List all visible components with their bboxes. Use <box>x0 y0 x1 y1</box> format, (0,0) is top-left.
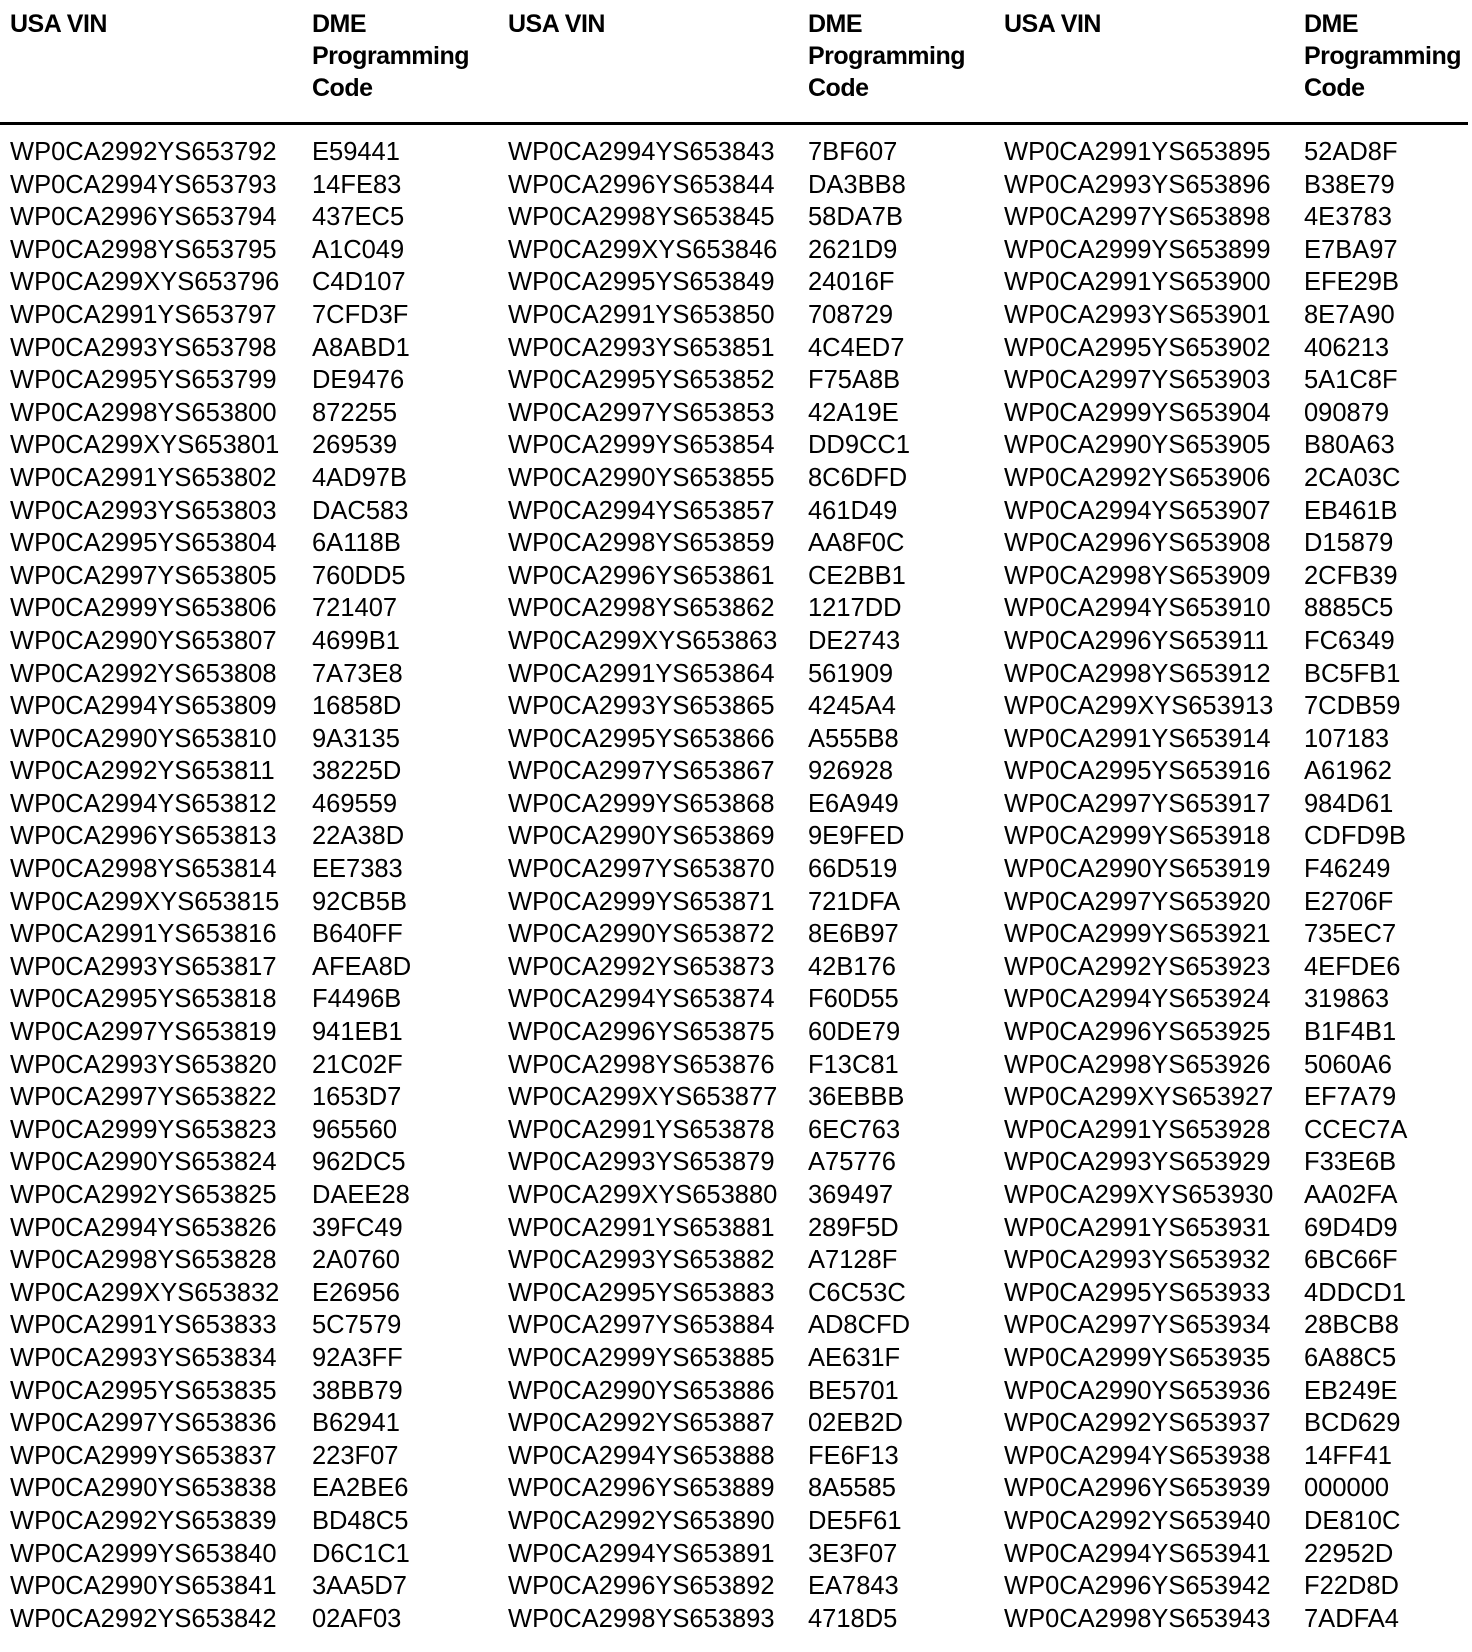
vin-cell: WP0CA2996YS653911 <box>1004 626 1269 655</box>
vin-cell: WP0CA299XYS653846 <box>508 235 778 264</box>
dme-code-cell: B640FF <box>312 920 403 949</box>
dme-code-cell: 6EC763 <box>808 1115 901 1144</box>
vin-cell: WP0CA299XYS653927 <box>1004 1083 1274 1112</box>
dme-code-cell: A61962 <box>1304 757 1392 786</box>
dme-code-cell: 708729 <box>808 300 894 329</box>
dme-code-cell: 3AA5D7 <box>312 1572 407 1601</box>
vin-cell: WP0CA2999YS653854 <box>508 431 775 460</box>
dme-code-cell: AA8F0C <box>808 529 905 558</box>
dme-code-cell: 461D49 <box>808 496 898 525</box>
dme-code-cell: DE5F61 <box>808 1506 902 1535</box>
dme-code-cell: F75A8B <box>808 366 901 395</box>
dme-code-cell: 735EC7 <box>1304 920 1397 949</box>
vin-cell: WP0CA2996YS653794 <box>10 203 277 232</box>
vin-cell: WP0CA2992YS653839 <box>10 1506 277 1535</box>
dme-code-cell: 9A3135 <box>312 724 400 753</box>
dme-code-cell: 926928 <box>808 757 894 786</box>
vin-cell: WP0CA2990YS653824 <box>10 1148 277 1177</box>
dme-code-cell: A1C049 <box>312 235 405 264</box>
dme-code-cell: 92A3FF <box>312 1343 403 1372</box>
dme-code-cell: CCEC7A <box>1304 1115 1408 1144</box>
dme-code-cell: EA2BE6 <box>312 1474 409 1503</box>
dme-code-cell: FE6F13 <box>808 1441 899 1470</box>
dme-code-cell: 58DA7B <box>808 203 903 232</box>
dme-code-cell: 22A38D <box>312 822 405 851</box>
vin-cell: WP0CA2996YS653861 <box>508 561 775 590</box>
vin-cell: WP0CA299XYS653796 <box>10 268 280 297</box>
dme-code-cell: EA7843 <box>808 1572 899 1601</box>
vin-cell: WP0CA2998YS653800 <box>10 398 277 427</box>
dme-code-cell: 223F07 <box>312 1441 399 1470</box>
dme-code-cell: 2621D9 <box>808 235 898 264</box>
dme-code-cell: DAEE28 <box>312 1181 410 1209</box>
dme-code-cell: 269539 <box>312 431 398 460</box>
vin-cell: WP0CA2991YS653864 <box>508 659 775 688</box>
vin-cell: WP0CA2995YS653866 <box>508 724 775 753</box>
header-dme-code-3: DME Programming Code <box>1304 10 1462 102</box>
dme-code-cell: 984D61 <box>1304 789 1394 818</box>
dme-code-cell: 02AF03 <box>312 1604 402 1633</box>
vin-cell: WP0CA2997YS653898 <box>1004 203 1271 232</box>
dme-code-cell: 4E3783 <box>1304 203 1392 232</box>
dme-code-cell: DE2743 <box>808 626 901 655</box>
vin-cell: WP0CA299XYS653930 <box>1004 1181 1274 1209</box>
vin-cell: WP0CA2991YS653895 <box>1004 138 1271 166</box>
dme-code-cell: 1653D7 <box>312 1083 402 1112</box>
vin-cell: WP0CA2992YS653825 <box>10 1181 277 1209</box>
vin-cell: WP0CA2995YS653799 <box>10 366 277 395</box>
vin-cell: WP0CA2995YS653902 <box>1004 333 1271 362</box>
vin-cell: WP0CA2994YS653812 <box>10 789 277 818</box>
vin-cell: WP0CA2996YS653875 <box>508 1018 775 1047</box>
vin-cell: WP0CA2993YS653879 <box>508 1148 775 1177</box>
vin-cell: WP0CA2999YS653885 <box>508 1343 775 1372</box>
dme-code-cell: 7CDB59 <box>1304 692 1401 721</box>
dme-code-cell: 721407 <box>312 594 398 623</box>
dme-code-cell: 4AD97B <box>312 463 407 492</box>
vin-cell: WP0CA299XYS653815 <box>10 887 280 916</box>
dme-code-cell: 760DD5 <box>312 561 406 590</box>
vin-cell: WP0CA2998YS653814 <box>10 855 277 884</box>
dme-code-cell: B38E79 <box>1304 170 1395 199</box>
dme-code-cell: 5A1C8F <box>1304 366 1398 395</box>
vin-cell: WP0CA2994YS653809 <box>10 692 277 721</box>
vin-cell: WP0CA2997YS653805 <box>10 561 277 590</box>
dme-code-cell: DD9CC1 <box>808 431 911 460</box>
vin-cell: WP0CA2993YS653901 <box>1004 300 1271 329</box>
vin-cell: WP0CA2997YS653867 <box>508 757 775 786</box>
dme-code-cell: 8885C5 <box>1304 594 1394 623</box>
vin-cell: WP0CA2996YS653844 <box>508 170 775 199</box>
header-usa-vin-2: USA VIN <box>508 10 605 38</box>
vin-cell: WP0CA2999YS653868 <box>508 789 775 818</box>
vin-cell: WP0CA2995YS653852 <box>508 366 775 395</box>
dme-code-cell: 7ADFA4 <box>1304 1604 1399 1633</box>
dme-code-cell: AFEA8D <box>312 952 412 981</box>
dme-code-cell: 8E6B97 <box>808 920 899 949</box>
vin-cell: WP0CA2998YS653828 <box>10 1246 277 1275</box>
dme-code-cell: 319863 <box>1304 985 1390 1014</box>
vin-cell: WP0CA2993YS653834 <box>10 1343 277 1372</box>
dme-code-cell: A75776 <box>808 1148 896 1177</box>
vin-cell: WP0CA2993YS653932 <box>1004 1246 1271 1275</box>
vin-cell: WP0CA2996YS653813 <box>10 822 277 851</box>
vin-cell: WP0CA2994YS653843 <box>508 138 775 166</box>
vin-cell: WP0CA2995YS653835 <box>10 1376 277 1405</box>
vin-cell: WP0CA2994YS653938 <box>1004 1441 1271 1470</box>
dme-code-cell: 02EB2D <box>808 1409 903 1438</box>
dme-code-cell: 3E3F07 <box>808 1539 898 1568</box>
vin-cell: WP0CA2998YS653893 <box>508 1604 775 1633</box>
dme-code-cell: 962DC5 <box>312 1148 406 1177</box>
vin-cell: WP0CA2994YS653907 <box>1004 496 1271 525</box>
dme-code-cell: C4D107 <box>312 268 406 297</box>
vin-cell: WP0CA2994YS653874 <box>508 985 775 1014</box>
vin-cell: WP0CA2990YS653936 <box>1004 1376 1271 1405</box>
vin-cell: WP0CA2992YS653842 <box>10 1604 277 1633</box>
dme-code-cell: AA02FA <box>1304 1181 1398 1209</box>
vin-cell: WP0CA2991YS653878 <box>508 1115 775 1144</box>
vin-cell: WP0CA2996YS653939 <box>1004 1474 1271 1503</box>
header-usa-vin-1: USA VIN <box>10 10 107 38</box>
dme-code-cell: 1217DD <box>808 594 902 623</box>
dme-code-cell: EFE29B <box>1304 268 1399 297</box>
dme-code-cell: 8C6DFD <box>808 463 908 492</box>
dme-code-cell: F13C81 <box>808 1050 899 1079</box>
vin-cell: WP0CA2996YS653908 <box>1004 529 1271 558</box>
dme-code-cell: AD8CFD <box>808 1311 911 1340</box>
dme-code-cell: BE5701 <box>808 1376 899 1405</box>
dme-code-cell: DE9476 <box>312 366 405 395</box>
vin-cell: WP0CA2991YS653797 <box>10 300 277 329</box>
dme-code-cell: 5060A6 <box>1304 1050 1392 1079</box>
dme-code-cell: 6BC66F <box>1304 1246 1398 1275</box>
vin-cell: WP0CA2990YS653810 <box>10 724 277 753</box>
dme-code-cell: EB461B <box>1304 496 1398 525</box>
vin-cell: WP0CA2998YS653862 <box>508 594 775 623</box>
vin-cell: WP0CA2993YS653851 <box>508 333 775 362</box>
vin-cell: WP0CA2999YS653840 <box>10 1539 277 1568</box>
vin-cell: WP0CA2994YS653826 <box>10 1213 277 1242</box>
dme-code-cell: F60D55 <box>808 985 899 1014</box>
dme-code-cell: BC5FB1 <box>1304 659 1401 688</box>
dme-code-cell: 60DE79 <box>808 1018 901 1047</box>
vin-cell: WP0CA2992YS653937 <box>1004 1409 1271 1438</box>
dme-code-cell: B1F4B1 <box>1304 1018 1397 1047</box>
dme-code-cell: EE7383 <box>312 855 403 884</box>
vin-cell: WP0CA2993YS653896 <box>1004 170 1271 199</box>
dme-code-cell: D15879 <box>1304 529 1394 558</box>
vin-cell: WP0CA2993YS653820 <box>10 1050 277 1079</box>
vin-cell: WP0CA299XYS653877 <box>508 1083 778 1112</box>
dme-code-cell: 4DDCD1 <box>1304 1278 1407 1307</box>
dme-code-cell: AE631F <box>808 1343 901 1372</box>
vin-cell: WP0CA2992YS653906 <box>1004 463 1271 492</box>
dme-code-cell: 7A73E8 <box>312 659 403 688</box>
vin-cell: WP0CA2994YS653891 <box>508 1539 775 1568</box>
vin-cell: WP0CA2990YS653838 <box>10 1474 277 1503</box>
dme-code-cell: 2CFB39 <box>1304 561 1398 590</box>
vin-cell: WP0CA2992YS653792 <box>10 138 277 166</box>
dme-code-cell: 22952D <box>1304 1539 1394 1568</box>
dme-code-cell: EF7A79 <box>1304 1083 1397 1112</box>
dme-code-cell: 39FC49 <box>312 1213 403 1242</box>
vin-cell: WP0CA2995YS653849 <box>508 268 775 297</box>
dme-code-cell: 872255 <box>312 398 398 427</box>
dme-code-cell: CDFD9B <box>1304 822 1407 851</box>
dme-code-cell: F33E6B <box>1304 1148 1397 1177</box>
dme-code-cell: 7BF607 <box>808 138 898 166</box>
vin-cell: WP0CA2994YS653793 <box>10 170 277 199</box>
dme-code-cell: 369497 <box>808 1181 894 1209</box>
dme-code-cell: 941EB1 <box>312 1018 403 1047</box>
dme-code-cell: 38BB79 <box>312 1376 403 1405</box>
vin-cell: WP0CA2997YS653819 <box>10 1018 277 1047</box>
dme-code-cell: 469559 <box>312 789 398 818</box>
vin-cell: WP0CA299XYS653801 <box>10 431 280 460</box>
vin-cell: WP0CA2998YS653926 <box>1004 1050 1271 1079</box>
dme-code-cell: 5C7579 <box>312 1311 402 1340</box>
vin-cell: WP0CA299XYS653880 <box>508 1181 778 1209</box>
header-divider <box>0 122 1468 125</box>
dme-code-cell: 66D519 <box>808 855 898 884</box>
vin-cell: WP0CA2995YS653933 <box>1004 1278 1271 1307</box>
vin-cell: WP0CA2991YS653802 <box>10 463 277 492</box>
vin-cell: WP0CA2991YS653914 <box>1004 724 1271 753</box>
vin-cell: WP0CA2997YS653822 <box>10 1083 277 1112</box>
vin-cell: WP0CA2991YS653928 <box>1004 1115 1271 1144</box>
dme-code-cell: 2CA03C <box>1304 463 1401 492</box>
vin-cell: WP0CA2997YS653870 <box>508 855 775 884</box>
dme-code-cell: BCD629 <box>1304 1409 1401 1438</box>
vin-cell: WP0CA2991YS653850 <box>508 300 775 329</box>
vin-cell: WP0CA2999YS653935 <box>1004 1343 1271 1372</box>
vin-cell: WP0CA2999YS653904 <box>1004 398 1271 427</box>
vin-cell: WP0CA2996YS653925 <box>1004 1018 1271 1047</box>
dme-code-cell: 28BCB8 <box>1304 1311 1399 1340</box>
vin-cell: WP0CA2991YS653816 <box>10 920 277 949</box>
vin-cell: WP0CA2998YS653912 <box>1004 659 1271 688</box>
vin-cell: WP0CA2992YS653940 <box>1004 1506 1271 1535</box>
dme-code-cell: 24016F <box>808 268 895 297</box>
vin-cell: WP0CA2993YS653803 <box>10 496 277 525</box>
vin-cell: WP0CA2998YS653845 <box>508 203 775 232</box>
vin-cell: WP0CA2990YS653886 <box>508 1376 775 1405</box>
dme-code-cell: 289F5D <box>808 1213 899 1242</box>
dme-code-cell: 4EFDE6 <box>1304 952 1401 981</box>
vin-cell: WP0CA2993YS653929 <box>1004 1148 1271 1177</box>
dme-code-cell: 8A5585 <box>808 1474 896 1503</box>
dme-code-cell: E6A949 <box>808 789 899 818</box>
vin-cell: WP0CA2993YS653798 <box>10 333 277 362</box>
dme-code-cell: 52AD8F <box>1304 138 1398 166</box>
vin-cell: WP0CA2992YS653887 <box>508 1409 775 1438</box>
dme-code-cell: A7128F <box>808 1246 898 1275</box>
dme-code-cell: 42A19E <box>808 398 899 427</box>
vin-cell: WP0CA2993YS653817 <box>10 952 277 981</box>
vin-cell: WP0CA2997YS653836 <box>10 1409 277 1438</box>
vin-cell: WP0CA2992YS653873 <box>508 952 775 981</box>
vin-cell: WP0CA2990YS653841 <box>10 1572 277 1601</box>
vin-cell: WP0CA2995YS653916 <box>1004 757 1271 786</box>
dme-code-cell: B80A63 <box>1304 431 1395 460</box>
vin-cell: WP0CA2993YS653865 <box>508 692 775 721</box>
dme-code-cell: E59441 <box>312 138 400 166</box>
vin-cell: WP0CA2998YS653909 <box>1004 561 1271 590</box>
vin-cell: WP0CA2999YS653806 <box>10 594 277 623</box>
vin-cell: WP0CA2997YS653853 <box>508 398 775 427</box>
dme-code-cell: 6A88C5 <box>1304 1343 1397 1372</box>
vin-cell: WP0CA299XYS653863 <box>508 626 778 655</box>
dme-code-cell: 4C4ED7 <box>808 333 905 362</box>
vin-cell: WP0CA2999YS653921 <box>1004 920 1271 949</box>
dme-code-cell: 36EBBB <box>808 1083 905 1112</box>
vin-cell: WP0CA2998YS653795 <box>10 235 277 264</box>
vin-cell: WP0CA2997YS653917 <box>1004 789 1271 818</box>
vin-cell: WP0CA2993YS653882 <box>508 1246 775 1275</box>
vin-cell: WP0CA2996YS653942 <box>1004 1572 1271 1601</box>
dme-code-cell: 14FF41 <box>1304 1441 1392 1470</box>
vin-cell: WP0CA2994YS653941 <box>1004 1539 1271 1568</box>
vin-cell: WP0CA2990YS653807 <box>10 626 277 655</box>
dme-code-cell: CE2BB1 <box>808 561 906 590</box>
vin-cell: WP0CA2999YS653871 <box>508 887 775 916</box>
dme-code-cell: 14FE83 <box>312 170 402 199</box>
dme-code-cell: 4699B1 <box>312 626 400 655</box>
dme-code-cell: 561909 <box>808 659 894 688</box>
dme-code-cell: 21C02F <box>312 1050 403 1079</box>
vin-cell: WP0CA2994YS653924 <box>1004 985 1271 1014</box>
vin-cell: WP0CA2990YS653855 <box>508 463 775 492</box>
dme-code-cell: E2706F <box>1304 887 1394 916</box>
dme-code-cell: 38225D <box>312 757 402 786</box>
vin-cell: WP0CA2992YS653890 <box>508 1506 775 1535</box>
dme-code-cell: 721DFA <box>808 887 901 916</box>
header-usa-vin-3: USA VIN <box>1004 10 1101 38</box>
dme-code-cell: 9E9FED <box>808 822 905 851</box>
vin-cell: WP0CA2999YS653823 <box>10 1115 277 1144</box>
vin-cell: WP0CA2994YS653888 <box>508 1441 775 1470</box>
header-dme-code-1: DME Programming Code <box>312 10 470 102</box>
dme-code-cell: B62941 <box>312 1409 400 1438</box>
vin-cell: WP0CA2997YS653934 <box>1004 1311 1271 1340</box>
dme-code-cell: FC6349 <box>1304 626 1395 655</box>
dme-code-cell: C6C53C <box>808 1278 906 1307</box>
dme-code-cell: D6C1C1 <box>312 1539 410 1568</box>
vin-cell: WP0CA2995YS653804 <box>10 529 277 558</box>
dme-code-cell: 406213 <box>1304 333 1390 362</box>
dme-code-cell: 8E7A90 <box>1304 300 1395 329</box>
dme-code-cell: DAC583 <box>312 496 409 525</box>
vin-cell: WP0CA2996YS653892 <box>508 1572 775 1601</box>
vin-cell: WP0CA2992YS653808 <box>10 659 277 688</box>
dme-code-cell: 4245A4 <box>808 692 896 721</box>
dme-code-cell: 4718D5 <box>808 1604 898 1633</box>
dme-code-cell: A555B8 <box>808 724 899 753</box>
header-dme-code-2: DME Programming Code <box>808 10 966 102</box>
vin-cell: WP0CA2999YS653837 <box>10 1441 277 1470</box>
dme-code-cell: 7CFD3F <box>312 300 409 329</box>
dme-code-cell: 437EC5 <box>312 203 405 232</box>
vin-cell: WP0CA2998YS653876 <box>508 1050 775 1079</box>
dme-code-cell: E7BA97 <box>1304 235 1398 264</box>
vin-cell: WP0CA2994YS653910 <box>1004 594 1271 623</box>
vin-cell: WP0CA2990YS653869 <box>508 822 775 851</box>
vin-cell: WP0CA2997YS653920 <box>1004 887 1271 916</box>
dme-code-cell: 2A0760 <box>312 1246 400 1275</box>
dme-code-cell: 6A118B <box>312 529 401 558</box>
vin-cell: WP0CA2990YS653905 <box>1004 431 1271 460</box>
vin-cell: WP0CA2990YS653919 <box>1004 855 1271 884</box>
dme-code-cell: 107183 <box>1304 724 1390 753</box>
dme-code-cell: F46249 <box>1304 855 1391 884</box>
vin-cell: WP0CA2996YS653889 <box>508 1474 775 1503</box>
vin-cell: WP0CA2992YS653923 <box>1004 952 1271 981</box>
dme-code-cell: 16858D <box>312 692 402 721</box>
dme-code-cell: 000000 <box>1304 1474 1390 1503</box>
dme-code-cell: A8ABD1 <box>312 333 410 362</box>
dme-code-cell: DE810C <box>1304 1506 1401 1535</box>
vin-cell: WP0CA2999YS653918 <box>1004 822 1271 851</box>
vin-cell: WP0CA2997YS653884 <box>508 1311 775 1340</box>
dme-code-cell: 92CB5B <box>312 887 407 916</box>
vin-cell: WP0CA2999YS653899 <box>1004 235 1271 264</box>
vin-cell: WP0CA2992YS653811 <box>10 757 275 786</box>
vin-cell: WP0CA2990YS653872 <box>508 920 775 949</box>
vin-cell: WP0CA2995YS653818 <box>10 985 277 1014</box>
vin-cell: WP0CA2998YS653859 <box>508 529 775 558</box>
vin-cell: WP0CA299XYS653913 <box>1004 692 1274 721</box>
vin-cell: WP0CA2997YS653903 <box>1004 366 1271 395</box>
dme-code-cell: F4496B <box>312 985 402 1014</box>
vin-cell: WP0CA2995YS653883 <box>508 1278 775 1307</box>
vin-cell: WP0CA2991YS653900 <box>1004 268 1271 297</box>
vin-cell: WP0CA2991YS653931 <box>1004 1213 1271 1242</box>
vin-cell: WP0CA2998YS653943 <box>1004 1604 1271 1633</box>
vin-cell: WP0CA2991YS653833 <box>10 1311 277 1340</box>
vin-cell: WP0CA2991YS653881 <box>508 1213 775 1242</box>
dme-code-cell: DA3BB8 <box>808 170 906 199</box>
dme-code-cell: 090879 <box>1304 398 1390 427</box>
dme-code-cell: BD48C5 <box>312 1506 409 1535</box>
vin-cell: WP0CA2994YS653857 <box>508 496 775 525</box>
dme-code-cell: 42B176 <box>808 952 896 981</box>
dme-code-cell: EB249E <box>1304 1376 1398 1405</box>
dme-code-cell: 69D4D9 <box>1304 1213 1398 1242</box>
dme-code-cell: E26956 <box>312 1278 400 1307</box>
vin-cell: WP0CA299XYS653832 <box>10 1278 280 1307</box>
dme-code-cell: F22D8D <box>1304 1572 1399 1601</box>
dme-code-cell: 965560 <box>312 1115 398 1144</box>
